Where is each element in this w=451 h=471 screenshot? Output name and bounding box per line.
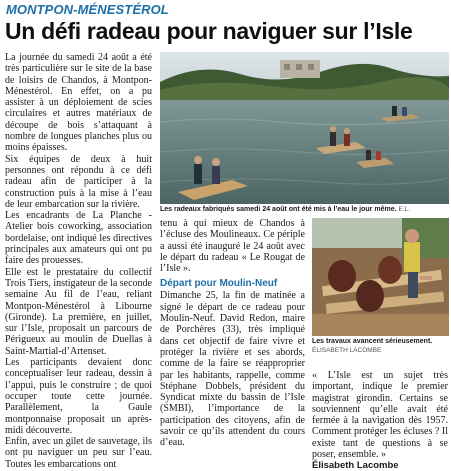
paragraph: Les participants devaient donc conceptualiser leur radeau, dessin à l’appui, puis le construire ; de quoi occuper toute cette journée. Parallèlement, la Gaule montponnaise proposait un après-midi découverte. [5,357,152,436]
paragraph: Dimanche 25, la fin de matinée a signé le départ de ce radeau pour Moulin-Neuf. David Redon, maire de Porchères (33), très impliqué dans cet objectif de faire vivre et protéger la rivière et ses abords, comme de la faire se réapproprier par les habitants, rappelle, comme Stéphane Dobbels, président du Syndicat mixte du bassin de l’Isle (SMBI), l’importance de la participation des citoyens, afin de savoir ce qu’ils attendent du cours d’eau. [160,290,305,449]
kicker: MONTPON-MÉNESTÉROL [6,2,169,17]
caption-text: Les travaux avancent sérieusement. [312,338,433,345]
side-photo-caption [312,337,449,357]
headline: Un défi radeau pour naviguer sur l’Isle [5,18,413,44]
photo-credit: E.L. [398,206,411,213]
paragraph: Six équipes de deux à huit personnes ont répondu à ce défi radeau afin de participer à la construction puis à la mise à l’eau de leur embarcation sur la rivière. [5,153,152,210]
quote-paragraph: « L’Isle est un sujet très important, indique le premier magistrat girondin. Certains se souviennent qu’elle avait été fermée à la navigation dès 1957. Comment protéger les écluses ? Il existe tant de questions à se poser, ensemble. » [312,370,448,461]
photo-credit: ÉLISABETH LACOMBE [312,347,382,354]
byline: Élisabeth Lacombe [312,460,399,471]
article-column-3 [312,370,448,471]
paragraph: Enfin, avec un gilet de sauvetage, ils ont pu naviguer un peu sur l’eau. Toutes les embarcations ont [5,436,152,470]
article-column-1 [5,52,152,470]
caption-text: Les radeaux fabriqués samedi 24 août ont été mis à l’eau le jour même. [160,206,397,213]
paragraph: Elle est le prestataire du collectif Trois Tiers, instigateur de la seconde semaine Au fil de l’eau, reliant Montpon-Ménestérol à Libourne (Gironde). La première, en juillet, sur l’Isle, proposait un parcours de Périgueux au moulin de Duellas à Saint-Martial-d’Artenset. [5,266,152,357]
paragraph: La journée du samedi 24 août a été très particulière sur le site de la base de loisirs de Chandos, à Montpon-Ménestérol. En effet, on a pu assister à un déploiement de scies circulaires et autres matériaux de découpe de bois s’attaquant à nombre de longues planches plus ou moins épaisses. [5,52,152,154]
main-photo-caption [160,205,449,215]
main-photo-rafts-on-river [160,52,449,204]
article-column-2 [160,218,305,461]
subheading: Départ pour Moulin-Neuf [160,278,278,290]
side-photo-workshop [312,218,449,336]
paragraph: tenu à quí mieux de Chandos à l’écluse des Moulineaux. Ce périple a aussi été inauguré le 24 août avec le départ du radeau « Le Rougat de l’Isle ». [160,218,305,275]
paragraph: Les encadrants de La Planche - Atelier bois coworking, association bordelaise, ont indiqué les directives principales aux amateurs qui ont pu faire des prouesses. [5,210,152,267]
